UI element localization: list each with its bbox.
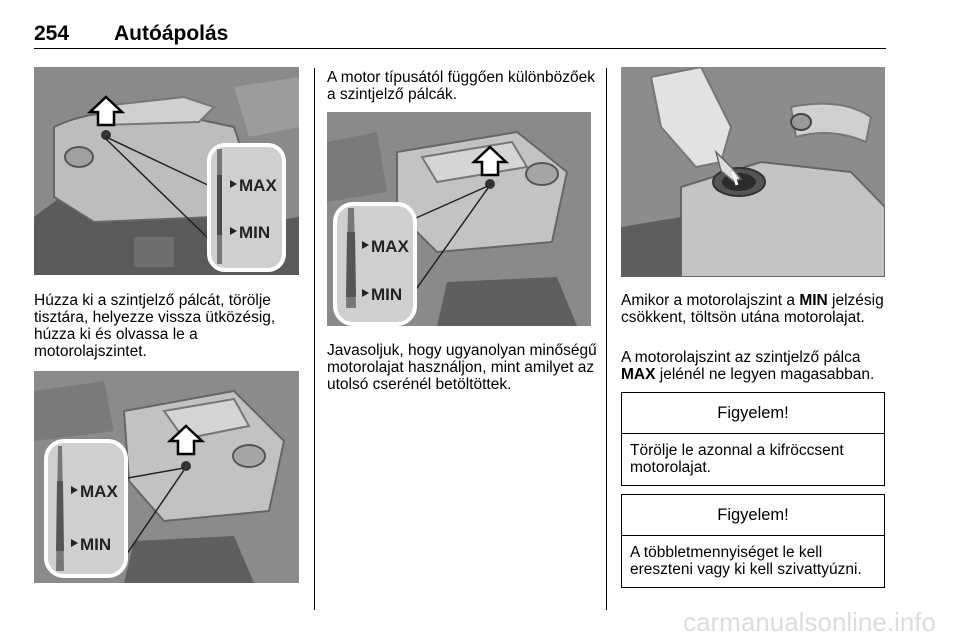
dipstick-illustration-1 <box>34 67 299 275</box>
col2-paragraph: Javasoljuk, hogy ugyanolyan minőségű motorolajat használjon, mint amilyet az utolsó cserénél betöltöttek. <box>327 342 597 393</box>
notice-box-1 <box>621 392 885 486</box>
column-divider-1 <box>314 68 315 610</box>
min-emphasis: MIN <box>799 292 828 309</box>
page-number: 254 <box>34 22 70 45</box>
col3-paragraph-2: A motorolajszint az szintjelző pálca MAX jelénél ne legyen magasabban. <box>621 349 875 383</box>
header-rule <box>34 48 886 49</box>
col1-paragraph: Húzza ki a szintjelző pálcát, törölje tisztára, helyezze vissza ütközésig, húzza ki és olvassa le a motorolajszintet. <box>34 292 276 360</box>
page-title: Autóápolás <box>114 22 229 45</box>
min-label-3: MIN <box>371 285 403 304</box>
col2-intro: A motor típusától függően különbözőek a szintjelző pálcák. <box>327 69 595 103</box>
max-label-1: MAX <box>239 176 277 195</box>
notice-body-2: A többletmennyiséget le kell ereszteni vagy ki kell szivattyúzni. <box>630 544 862 578</box>
max-label-2: MAX <box>80 482 118 501</box>
notice-heading-2: Figyelem! <box>622 495 884 536</box>
min-label-1: MIN <box>239 223 271 242</box>
dipstick-illustration-2 <box>34 371 299 583</box>
col3-paragraph-1: Amikor a motorolajszint a MIN jelzésig csökkent, töltsön utána motorolajat. <box>621 292 884 326</box>
dipstick-illustration-3 <box>327 112 591 326</box>
oil-fill-illustration <box>621 67 885 277</box>
min-label-2: MIN <box>80 535 112 554</box>
max-emphasis: MAX <box>621 366 656 383</box>
notice-box-2 <box>621 494 885 588</box>
column-divider-2 <box>606 68 607 610</box>
notice-body-1: Törölje le azonnal a kifröccsent motorolajat. <box>630 442 844 476</box>
notice-heading-1: Figyelem! <box>622 393 884 434</box>
max-label-3: MAX <box>371 237 409 256</box>
watermark: carmanualsonline.info <box>683 607 936 637</box>
